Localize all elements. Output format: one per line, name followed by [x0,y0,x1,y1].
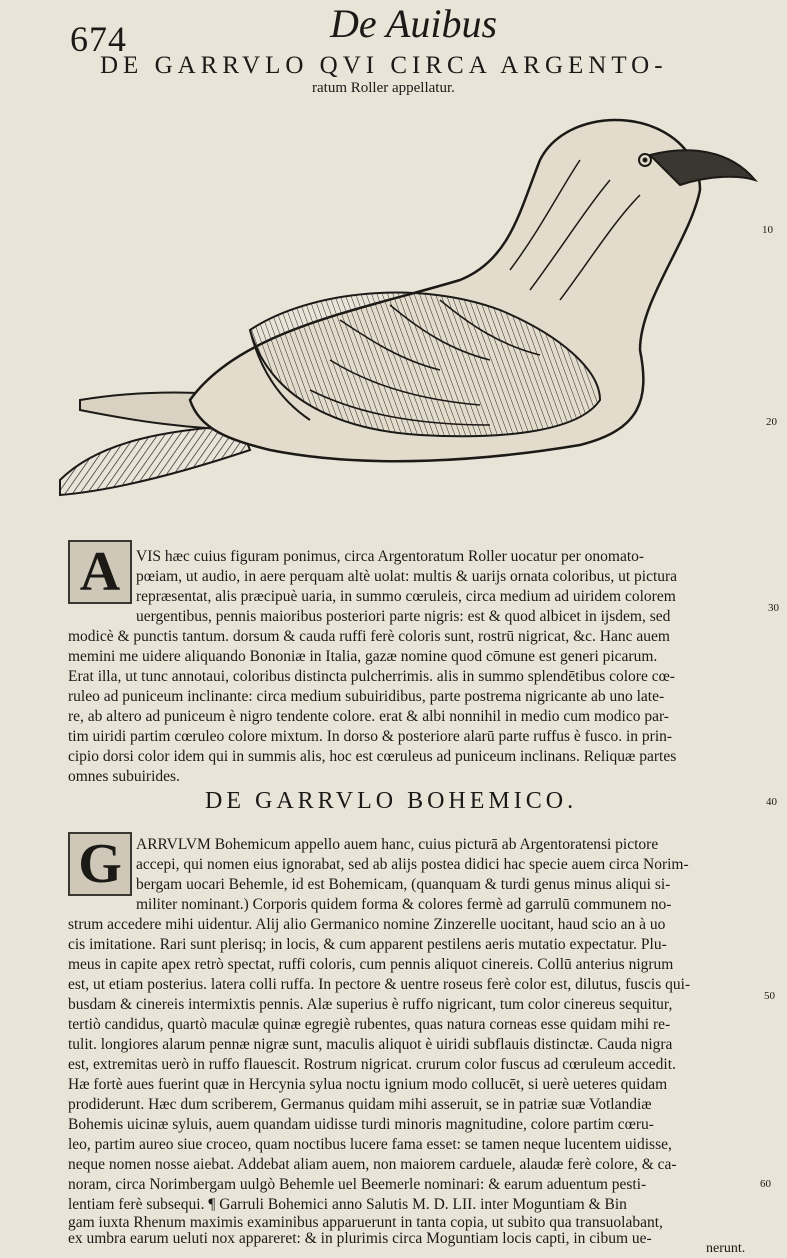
decorated-initial-a: A [68,540,132,604]
text-line: re, ab altero ad puniceum è nigro tendente colore. erat & albi nonnihil in medio cum modico par- [68,708,669,725]
chapter-title-roller: DE GARRVLO QVI CIRCA ARGENTO- [100,52,668,79]
page-number: 674 [70,19,127,59]
margin-line-number: 60 [760,1178,771,1190]
text-line: est, ut etiam posterius. latera colli ruffa. In pectore & uentre roseus ferè color est, dilutus, fuscis qui- [68,976,691,993]
margin-line-number: 40 [766,796,777,808]
running-head: De Auibus [330,1,498,46]
text-line: neque nomen nosse aiebat. Addebat aliam auem, non maiorem carduele, alaudæ ferè colore, & ca- [68,1156,677,1173]
bird-woodcut-illustration [40,100,760,520]
chapter-title-bohemico: DE GARRVLO BOHEMICO. [205,788,578,814]
text-line: ruleo ad puniceum inclinante: circa medium subuiridibus, parte postrema nigricante ab uno late- [68,688,665,705]
text-line: Hæ fortè aues fuerint quæ in Hercynia sylua noctu ignium modo collucēt, si uerè ueteres quidam [68,1076,668,1093]
chapter-title-roller-cont: ratum Roller appellatur. [312,80,455,96]
text-line: tulit. longiores alarum pennæ nigræ sunt, maculis aliquot è uiridi subflauis distinctæ. Cauda nigra [68,1036,673,1053]
text-line: tim uiridi partim cœruleo colore mixtum. In dorso & posteriore alarū parte ruffus è fusco. in prin- [68,728,673,745]
text-line: Erat illa, ut tunc annotaui, coloribus distincta pulcherrimis. alis in summo splendētibus colore cœ- [68,668,675,685]
text-line: est, extremitas uerò in ruffo flauescit. Rostrum nigricat. crurum color fuscus ad cœruleum accedit. [68,1056,676,1073]
text-line: modicè & punctis tantum. dorsum & cauda ruffi ferè coloris sunt, rostrū nigricat, &c. Hanc auem [68,628,670,645]
text-line: busdam & cinereis intermixtis pennis. Alæ superius è ruffo nigricant, tum color cinereus sequitur, [68,996,673,1013]
text-line: prodiderunt. Hæc dum scriberem, Germanus quidam mihi asseruit, se in patriæ suæ Votlandiæ [68,1096,652,1113]
text-line: pœiam, ut audio, in aere perquam altè uolat: multis & uarijs ornata coloribus, ut pictura [136,568,678,585]
text-line: Bohemis uicinæ syluis, auem quandam uidisse turdi minoris magnitudine, colore partim cœru- [68,1116,654,1133]
text-line: omnes subuirides. [68,768,180,785]
decorated-initial-g: G [68,832,132,896]
text-line: militer nominant.) Corporis quidem forma & colores fermè ad garrulū communem no- [136,896,672,913]
text-line: tertiò candidus, quartò maculæ quinæ egregiè rubentes, quas natura corneas esse quidam mihi re- [68,1016,671,1033]
text-line: bergam uocari Behemle, id est Bohemicam, (quanquam & turdi genus minus aliqui si- [136,876,671,893]
text-line: strum accedere mihi uidentur. Alij alio Germanico nomine Zinzerelle uocitant, haud scio an à uo [68,916,666,933]
text-line: noram, circa Norimbergam uulgò Behemle uel Beemerle nominari: & earum aduentum pesti- [68,1176,647,1193]
text-line: ex umbra earum ueluti nox appareret: & in plurimis circa Moguntiam locis capti, in cibum ue- [68,1230,652,1247]
text-line: cis imitatione. Rari sunt plerisq; in locis, & cum apparent pestilens aeris mutatio expectatur. Plu- [68,936,667,953]
margin-line-number: 20 [766,416,777,428]
text-line: VIS hæc cuius figuram ponimus, circa Argentoratum Roller uocatur per onomato- [136,548,645,565]
margin-line-number: 50 [764,990,775,1002]
text-line: memini me uidere aliquando Bononiæ in Italia, gazæ nomine quod cōmune est generi picarum. [68,648,658,665]
margin-line-number: 30 [768,602,779,614]
text-line: accepi, qui nomen eius ignorabat, sed ab alijs postea didici hac specie auem circa Norim- [136,856,689,873]
text-line: ARRVLVM Bohemicum appello auem hanc, cuius picturā ab Argentoratensi pictore [136,836,659,853]
text-line: uergentibus, pennis maioribus posteriori parte nigris: est & quod albicet in ijsdem, sed [136,608,671,625]
text-line: nerunt. [706,1241,746,1256]
text-line: cipio dorsi color idem qui in summis alis, hoc est cœruleus ad puniceum inclinans. Reliquæ partes [68,748,677,765]
text-line: gam iuxta Rhenum maximis examinibus apparuerunt in tanta copia, ut subito qua transuolabant, [68,1214,663,1231]
text-line: repræsentat, alis præcipuè uaria, in summo cœruleis, circa medium ad uiridem colorem [136,588,676,605]
margin-line-number: 10 [762,224,773,236]
text-line: leo, partim aureo siue croceo, quam noctibus lucere fama esset: se tamen neque lucentem uidisse, [68,1136,672,1153]
text-line: lentiam ferè subsequi. ¶ Garruli Bohemici anno Salutis M. D. LII. inter Moguntiam & Bin [68,1196,627,1213]
text-line: meus in capite apex retrò spectat, ruffi coloris, cum pennis aliquot cinereis. Collū anterius nigrum [68,956,674,973]
